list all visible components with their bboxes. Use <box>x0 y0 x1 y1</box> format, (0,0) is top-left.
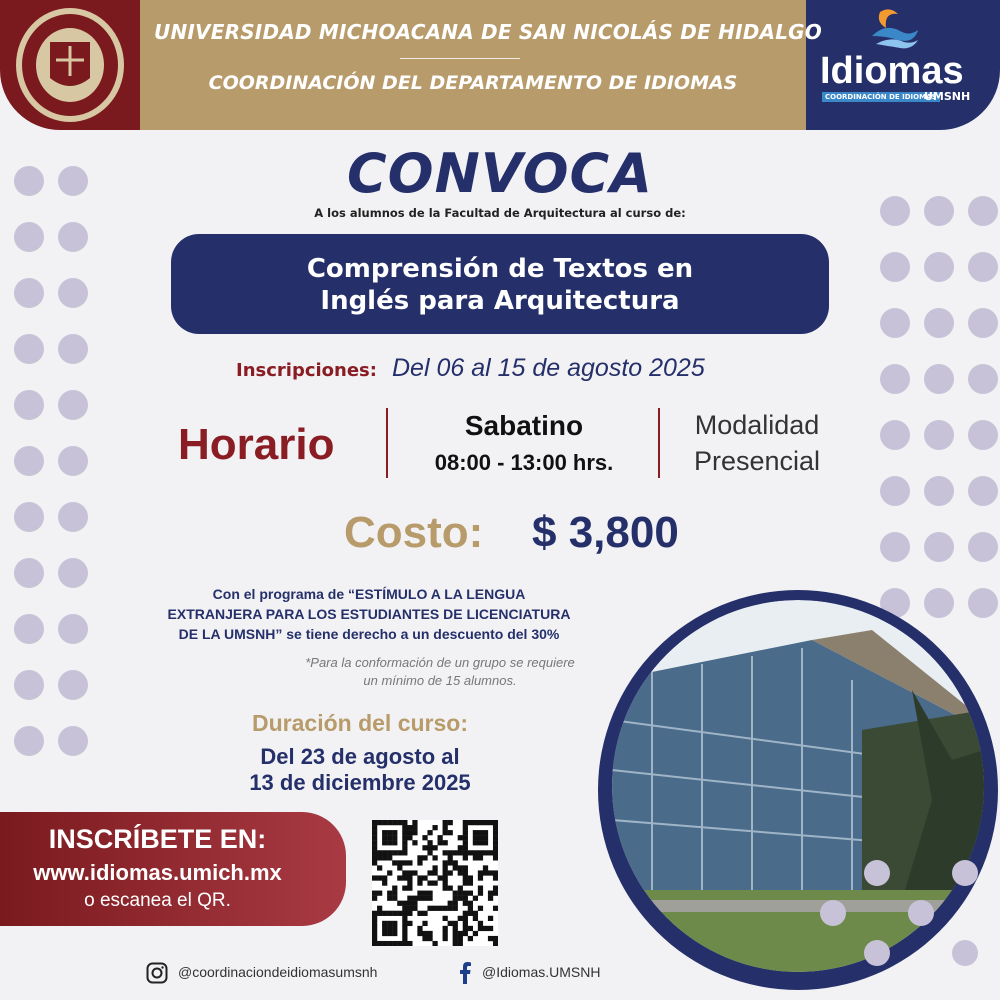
dot <box>58 222 88 252</box>
dot <box>864 860 890 886</box>
audience-text: A los alumnos de la Facultad de Arquitectura al curso de: <box>314 206 686 220</box>
department-name: COORDINACIÓN DEL DEPARTAMENTO DE IDIOMAS <box>208 72 738 94</box>
dot <box>968 420 998 450</box>
course-title-line1: Comprensión de Textos en <box>306 254 694 284</box>
dot <box>58 446 88 476</box>
dot <box>58 390 88 420</box>
program-text <box>130 584 608 644</box>
inscripciones-label: Inscripciones: <box>236 360 377 381</box>
idiomas-wave-icon <box>866 6 922 50</box>
dot <box>58 558 88 588</box>
duracion-label: Duración del curso: <box>252 710 468 736</box>
university-name: UNIVERSIDAD MICHOACANA DE SAN NICOLÁS DE HIDALGO <box>154 20 822 44</box>
dot <box>924 252 954 282</box>
dot <box>880 364 910 394</box>
dot <box>58 614 88 644</box>
dot <box>880 308 910 338</box>
page-title: CONVOCA <box>347 142 653 205</box>
dot <box>58 278 88 308</box>
dot <box>880 252 910 282</box>
program-line: Con el programa de “ESTÍMULO A LA LENGUA <box>212 586 526 602</box>
dot <box>924 588 954 618</box>
dot <box>968 252 998 282</box>
logo-wordmark: Idiomas <box>820 50 964 92</box>
costo-label: Costo: <box>344 508 484 557</box>
logo-subtitle: COORDINACIÓN DE IDIOMAS <box>822 92 940 102</box>
schedule-hours: 08:00 - 13:00 hrs. <box>434 450 614 475</box>
instagram-icon[interactable] <box>146 962 168 984</box>
program-line: EXTRANJERA PARA LOS ESTUDIANTES DE LICENCIATURA <box>167 606 571 622</box>
qr-code-icon[interactable] <box>372 820 498 946</box>
costo-value: $ 3,800 <box>532 508 679 557</box>
dot <box>924 420 954 450</box>
instagram-handle[interactable]: @coordinaciondeidiomasumsnh <box>178 964 378 980</box>
header-divider <box>400 58 520 59</box>
group-note <box>260 654 620 690</box>
divider <box>386 408 388 478</box>
dot <box>14 502 44 532</box>
dot <box>924 532 954 562</box>
course-banner <box>171 234 829 334</box>
dot <box>14 614 44 644</box>
dot <box>908 900 934 926</box>
dot <box>14 278 44 308</box>
signup-qr-text: o escanea el QR. <box>84 890 231 911</box>
dot <box>968 364 998 394</box>
course-title-line2: Inglés para Arquitectura <box>320 286 680 316</box>
dot <box>14 446 44 476</box>
note-line: *Para la conformación de un grupo se requiere <box>305 655 575 670</box>
duracion-line2: 13 de diciembre 2025 <box>249 770 471 795</box>
dot <box>880 476 910 506</box>
dot <box>14 726 44 756</box>
dot <box>58 334 88 364</box>
dot <box>924 476 954 506</box>
note-line: un mínimo de 15 alumnos. <box>363 673 517 688</box>
signup-title: INSCRÍBETE EN: <box>48 824 267 854</box>
dot <box>14 558 44 588</box>
horario-label: Horario <box>178 420 335 469</box>
dot <box>58 670 88 700</box>
dot <box>14 670 44 700</box>
dot <box>14 390 44 420</box>
dot <box>968 532 998 562</box>
modalidad-line1: Modalidad <box>694 410 820 440</box>
dot <box>952 940 978 966</box>
inscripciones-dates: Del 06 al 15 de agosto 2025 <box>392 354 705 382</box>
schedule-day: Sabatino <box>464 410 584 441</box>
facebook-handle[interactable]: @Idiomas.UMSNH <box>482 964 601 980</box>
university-seal-icon <box>14 6 126 124</box>
dot <box>880 532 910 562</box>
dot <box>968 308 998 338</box>
facebook-icon[interactable] <box>458 962 472 984</box>
dot <box>820 900 846 926</box>
dot <box>14 334 44 364</box>
dot <box>924 308 954 338</box>
modalidad-line2: Presencial <box>693 446 821 476</box>
logo-umsnh: UMSNH <box>924 90 971 103</box>
dot <box>924 364 954 394</box>
dot <box>14 222 44 252</box>
dot <box>952 860 978 886</box>
dot <box>864 940 890 966</box>
dot <box>58 502 88 532</box>
dot <box>880 420 910 450</box>
duracion-line1: Del 23 de agosto al <box>260 744 460 769</box>
program-line: DE LA UMSNH” se tiene derecho a un descuento del 30% <box>178 626 560 642</box>
signup-url-link[interactable]: www.idiomas.umich.mx <box>33 860 282 885</box>
dot <box>968 476 998 506</box>
dot <box>58 726 88 756</box>
divider <box>658 408 660 478</box>
dot <box>968 588 998 618</box>
